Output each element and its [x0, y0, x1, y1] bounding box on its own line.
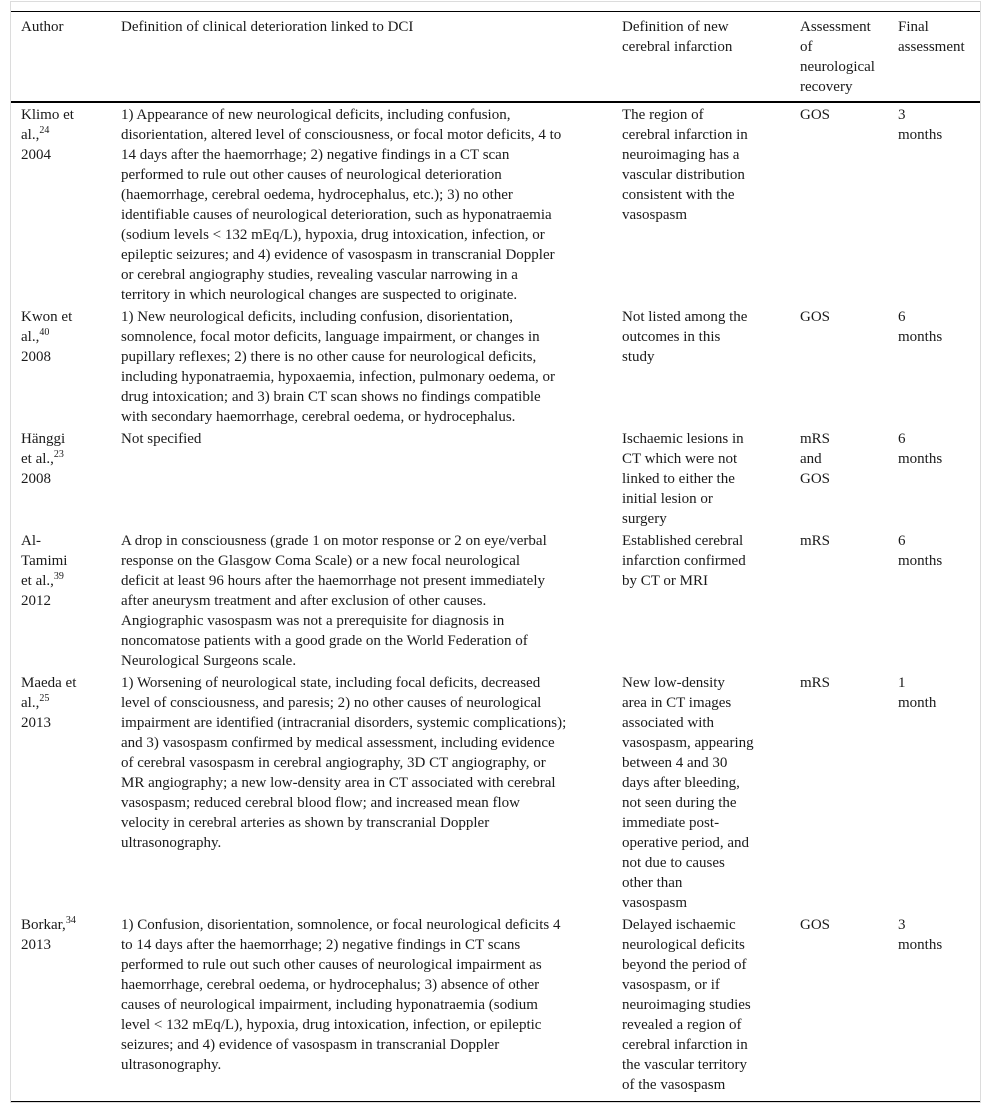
row-assessment: GOS [800, 309, 831, 325]
reference-number: 40 [39, 327, 50, 338]
row-dci-definition: A drop in consciousness (grade 1 on motor response or 2 on eye/verbal response on the Glasgow Coma Scale) or a new focal neurological deficit at least 96 hours after the haemorrhage not present immediately after aneurysm treatment and after exclusion of other causes. Angiographic vasospasm was not a prerequisite for diagnosis in noncomatose patients with a good grade on the World Federation of Neurological Surgeons scale. [121, 533, 547, 669]
author-name: Kwon et al., [21, 309, 73, 345]
table-bottom-rule [11, 1101, 980, 1102]
header-infarction-definition: Definition of new cerebral infarction [622, 19, 733, 55]
row-assessment: GOS [800, 917, 831, 933]
row-infarction-definition: Delayed ischaemic neurological deficits beyond the period of vasospasm, or if neuroimaging studies revealed a region of cerebral infarction in the vascular territory of the vasospasm [622, 917, 751, 1093]
reference-number: 34 [65, 915, 76, 926]
row-final-assessment: 3 months [898, 107, 943, 143]
header-dci-definition: Definition of clinical deterioration linked to DCI [121, 19, 414, 35]
row-final-assessment: 3 months [898, 917, 943, 953]
row-assessment: mRS and GOS [800, 431, 831, 487]
row-dci-definition: 1) Appearance of new neurological deficits, including confusion, disorientation, altered level of consciousness, or focal motor deficits, 4 to 14 days after the haemorrhage; 2) negative findings in a CT scan performed to rule out other causes of neurological deterioration (haemorrhage, cerebral oedema, hydrocephalus, etc.); 3) no other identifiable causes of neurological deterioration, such as hyponatraemia (sodium levels < 132 mEq/L), hypoxia, drug intoxication, infection, or epileptic seizures; and 4) evidence of vasospasm in transcranial Doppler or cerebral angiography studies, revealing vascular narrowing in a territory in which neurological changes are suspected to originate. [121, 107, 562, 303]
row-final-assessment: 1 month [898, 675, 937, 711]
row-author [21, 531, 116, 611]
row-author [21, 429, 116, 489]
row-dci-definition: Not specified [121, 431, 202, 447]
header-author: Author [21, 19, 64, 35]
header-rule [11, 101, 980, 103]
author-name: Al- Tamimi et al., [21, 533, 68, 589]
header-neurological-assessment: Assessment of neurological recovery [800, 19, 875, 95]
table-top-rule [11, 11, 980, 12]
row-infarction-definition: Established cerebral infarction confirmed by CT or MRI [622, 533, 746, 589]
row-final-assessment: 6 months [898, 431, 943, 467]
row-author [21, 673, 116, 733]
header-final-assessment: Final assessment [898, 19, 965, 55]
author-year: 2012 [21, 593, 51, 609]
row-dci-definition: 1) Confusion, disorientation, somnolence, or focal neurological deficits 4 to 14 days after the haemorrhage; 2) negative findings in CT scans performed to rule out such other causes of neurological impairment as haemorrhage, cerebral oedema, or hydrocephalus; 3) absence of other causes of neurological impairment, including hyponatraemia (sodium level < 132 mEq/L), hypoxia, drug intoxication, infection, or epileptic seizures; and 4) evidence of vasospasm in transcranial Doppler ultrasonography. [121, 917, 561, 1073]
row-author [21, 915, 116, 955]
author-name: Klimo et al., [21, 107, 74, 143]
row-assessment: mRS [800, 675, 831, 691]
author-name: Hänggi et al., [21, 431, 66, 467]
author-year: 2008 [21, 349, 51, 365]
row-author [21, 105, 116, 165]
row-author [21, 307, 116, 367]
row-infarction-definition: New low-density area in CT images associated with vasospasm, appearing between 4 and 30 days after bleeding, not seen during the immediate post- operative period, and not due to causes other than vasospasm [622, 675, 754, 911]
reference-number: 23 [53, 449, 64, 460]
author-year: 2013 [21, 937, 51, 953]
row-dci-definition: 1) New neurological deficits, including confusion, disorientation, somnolence, focal motor deficits, language impairment, or changes in pupillary reflexes; 2) there is no other cause for neurological deficits, including hyponatraemia, hypoxaemia, infection, pulmonary oedema, or drug intoxication; and 3) brain CT scan shows no findings compatible with secondary haemorrhage, cerebral oedema, or hydrocephalus. [121, 309, 556, 425]
row-final-assessment: 6 months [898, 309, 943, 345]
reference-number: 25 [39, 693, 50, 704]
row-infarction-definition: The region of cerebral infarction in neuroimaging has a vascular distribution consistent with the vasospasm [622, 107, 748, 223]
author-name: Borkar, [21, 917, 66, 933]
reference-number: 24 [39, 125, 50, 136]
author-year: 2008 [21, 471, 51, 487]
row-infarction-definition: Not listed among the outcomes in this study [622, 309, 748, 365]
row-assessment: GOS [800, 107, 831, 123]
author-year: 2004 [21, 147, 51, 163]
reference-number: 39 [53, 571, 64, 582]
row-infarction-definition: Ischaemic lesions in CT which were not linked to either the initial lesion or surgery [622, 431, 744, 527]
row-dci-definition: 1) Worsening of neurological state, including focal deficits, decreased level of consciousness, and paresis; 2) no other causes of neurological impairment are identified (intracranial disorders, systemic complications); and 3) vasospasm confirmed by medical assessment, including evidence of cerebral vasospasm in cerebral angiography, 3D CT angiography, or MR angiography; a new low-density area in CT associated with cerebral vasospasm; reduced cerebral blood flow; and increased mean flow velocity in cerebral arteries as shown by transcranial Doppler ultrasonography. [121, 675, 567, 851]
row-final-assessment: 6 months [898, 533, 943, 569]
author-year: 2013 [21, 715, 51, 731]
author-name: Maeda et al., [21, 675, 77, 711]
row-assessment: mRS [800, 533, 831, 549]
